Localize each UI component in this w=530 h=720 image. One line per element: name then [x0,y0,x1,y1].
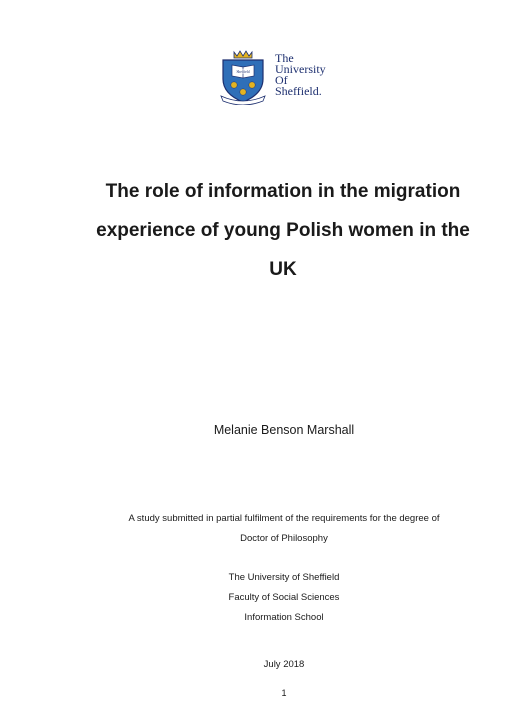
wordmark-line: The [275,51,294,65]
title-line: experience of young Polish women in the [96,220,470,241]
title-line: The role of information in the migration [105,181,461,202]
title-line: UK [269,259,297,280]
crest-text: Sheffield [236,69,250,74]
date-text: July 2018 [263,659,305,670]
institution-line: Information School [244,612,324,623]
university-crest-icon [217,49,269,105]
university-wordmark [275,53,326,97]
wordmark-line: Sheffield. [275,84,322,98]
institution-block [0,568,530,628]
author-name: Melanie Benson Marshall [213,423,355,437]
wordmark-line: University [275,62,326,76]
institution-line: Faculty of Social Sciences [228,592,340,603]
submission-date [0,655,530,675]
page-number: 1 [281,688,287,698]
submission-statement [0,509,530,549]
wordmark-line: Of [275,73,288,87]
institution-line: The University of Sheffield [228,572,340,583]
thesis-title [60,172,506,289]
submission-line: Doctor of Philosophy [240,533,328,544]
submission-line: A study submitted in partial fulfilment of the requirements for the degree of [128,513,440,524]
university-logo [217,49,347,105]
